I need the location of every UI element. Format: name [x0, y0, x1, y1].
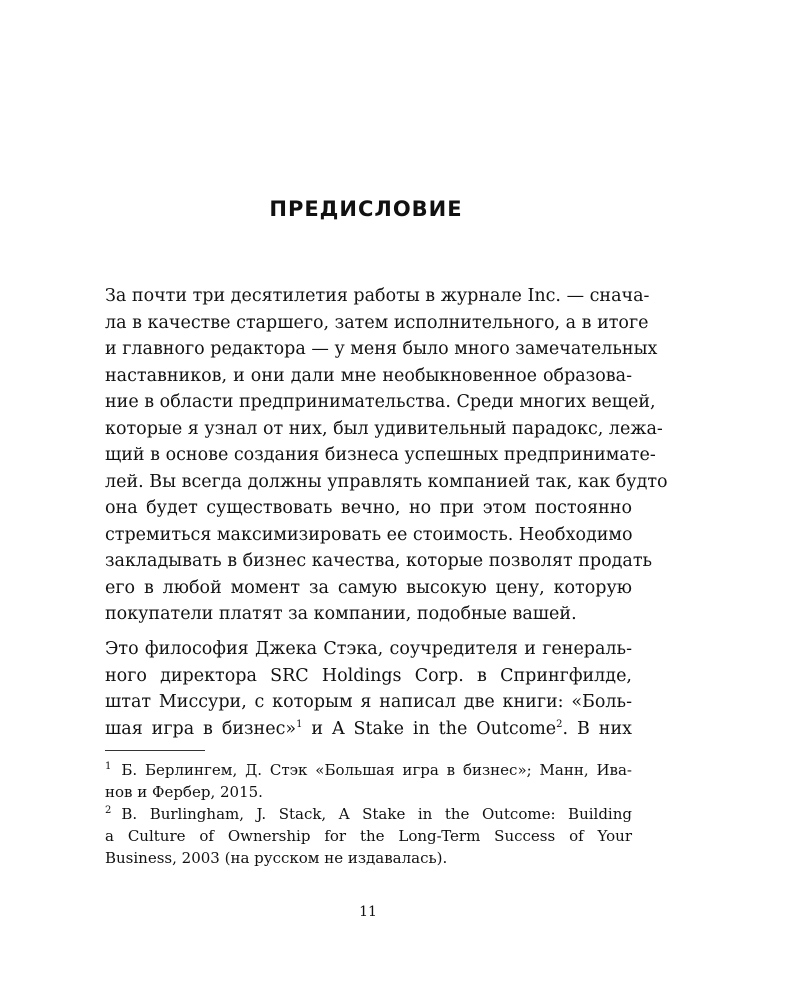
paragraph-line: она будет существовать вечно, но при этом постоянно	[105, 498, 632, 518]
paragraph-2	[105, 636, 632, 742]
paragraph-line: и главного редактора — у меня было много замечательных	[105, 339, 658, 359]
footnote-line: нов и Фербер, 2015.	[105, 783, 263, 801]
footnote-line: Business, 2003 (на русском не издавалась).	[105, 849, 448, 867]
paragraph-line: ного директора SRC Holdings Corp. в Спрингфилде,	[105, 665, 632, 686]
footnote-text: B. Burlingham, J. Stack, A Stake in the Outcome: Building	[121, 805, 632, 823]
paragraph-line: стремиться максимизировать ее стоимость. Необходимо	[105, 524, 633, 545]
footnote-line	[105, 759, 632, 781]
footnote-divider	[105, 750, 205, 751]
paragraph-line: закладывать в бизнес качества, которые позволят продать	[105, 551, 653, 571]
paragraph-line: ла в качестве старшего, затем исполнительного, а в итоге	[105, 312, 649, 333]
paragraph-line: которые я узнал от них, был удивительный парадокс, лежа-	[105, 418, 663, 439]
paragraph-line: его в любой момент за самую высокую цену, которую	[105, 577, 632, 598]
text-segment: . В них	[562, 718, 633, 739]
paragraph-1	[105, 283, 668, 628]
paragraph-line: штат Миссури, с которым я написал две книги: «Боль-	[105, 692, 632, 712]
footnote-1	[105, 759, 632, 803]
paragraph-line: покупатели платят за компании, подобные вашей.	[105, 604, 577, 624]
paragraph-line-with-footnotes	[105, 716, 632, 743]
paragraph-line: За почти три десятилетия работы в журнале Inc. — снача-	[105, 286, 650, 306]
paragraph-line: лей. Вы всегда должны управлять компанией так, как будто	[105, 471, 668, 492]
chapter-title: ПРЕДИСЛОВИЕ	[269, 197, 463, 221]
footnote-mark: 1	[105, 761, 112, 772]
footnote-text: Б. Берлингем, Д. Стэк «Большая игра в бизнес»; Манн, Ива-	[121, 761, 632, 779]
paragraph-line: щий в основе создания бизнеса успешных предпринимате-	[105, 445, 656, 465]
footnote-ref-1[interactable]: 1	[296, 718, 303, 730]
footnote-line	[105, 803, 632, 825]
paragraph-line: Это философия Джека Стэка, соучредителя и генераль-	[105, 639, 632, 659]
text-segment: и A Stake in the Outcome	[302, 718, 557, 739]
paragraph-line: ние в области предпринимательства. Среди многих вещей,	[105, 392, 656, 412]
footnote-mark: 2	[105, 805, 112, 816]
footnote-2	[105, 803, 632, 869]
footnote-line: a Culture of Ownership for the Long-Term Success of Your	[105, 827, 632, 845]
paragraph-line: наставников, и они дали мне необыкновенное образова-	[105, 365, 632, 386]
text-segment: шая игра в бизнес»	[105, 718, 297, 739]
footnote-ref-2[interactable]: 2	[556, 718, 563, 730]
page-number: 11	[359, 904, 377, 920]
